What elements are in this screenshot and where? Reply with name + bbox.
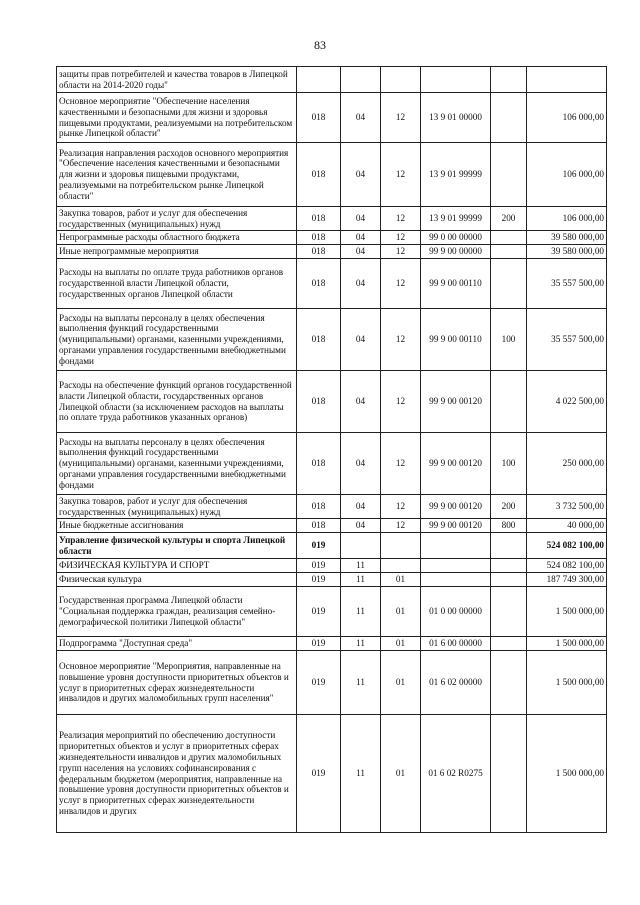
row-subsection-code: 12 [381, 495, 421, 519]
row-amount: 1 500 000,00 [527, 587, 607, 637]
row-amount: 1 500 000,00 [527, 715, 607, 833]
row-expense-type: 200 [491, 207, 527, 231]
row-name: Основное мероприятие "Обеспечение населения качественными и безопасными для жизни и здоровья пищевыми продуктами, реализуемыми на потребительском рынке Липецкой области" [57, 93, 297, 143]
row-amount: 106 000,00 [527, 143, 607, 207]
row-section-code [341, 67, 381, 93]
row-section-code: 04 [341, 93, 381, 143]
row-expense-type: 800 [491, 519, 527, 533]
row-target-article: 99 9 00 00110 [421, 309, 491, 371]
table-row [57, 651, 607, 715]
row-target-article: 01 6 00 00000 [421, 637, 491, 651]
row-name: Реализация направления расходов основного мероприятия "Обеспечение населения качественными и безопасными для жизни и здоровья пищевыми продуктами, реализуемыми на потребительском рынке Липецкой области" [57, 143, 297, 207]
row-subsection-code: 12 [381, 309, 421, 371]
row-section-code: 04 [341, 143, 381, 207]
row-amount: 524 082 100,00 [527, 533, 607, 559]
row-target-article: 99 9 00 00120 [421, 433, 491, 495]
row-subsection-code: 12 [381, 371, 421, 433]
row-expense-type [491, 231, 527, 245]
row-expense-type [491, 259, 527, 309]
row-section-code: 11 [341, 573, 381, 587]
row-name: Иные непрограммные мероприятия [57, 245, 297, 259]
row-ved-code: 018 [297, 231, 341, 245]
row-amount: 39 580 000,00 [527, 231, 607, 245]
row-section-code: 11 [341, 587, 381, 637]
row-ved-code: 018 [297, 207, 341, 231]
row-name: Непрограммные расходы областного бюджета [57, 231, 297, 245]
row-ved-code: 018 [297, 259, 341, 309]
row-subsection-code [381, 559, 421, 573]
row-section-code: 04 [341, 371, 381, 433]
row-expense-type [491, 559, 527, 573]
row-section-code: 04 [341, 231, 381, 245]
row-expense-type [491, 533, 527, 559]
row-name: Подпрограмма "Доступная среда" [57, 637, 297, 651]
row-target-article [421, 573, 491, 587]
row-subsection-code: 01 [381, 573, 421, 587]
table-row [57, 519, 607, 533]
row-target-article: 13 9 01 99999 [421, 143, 491, 207]
row-ved-code: 019 [297, 559, 341, 573]
row-subsection-code [381, 533, 421, 559]
table-row [57, 67, 607, 93]
row-expense-type: 100 [491, 433, 527, 495]
row-expense-type [491, 637, 527, 651]
table-row [57, 637, 607, 651]
row-target-article: 13 9 01 99999 [421, 207, 491, 231]
row-section-code: 11 [341, 715, 381, 833]
row-subsection-code: 01 [381, 587, 421, 637]
row-amount: 524 082 100,00 [527, 559, 607, 573]
row-amount: 106 000,00 [527, 93, 607, 143]
table-row [57, 587, 607, 637]
row-expense-type [491, 573, 527, 587]
row-amount [527, 67, 607, 93]
row-section-code: 04 [341, 245, 381, 259]
row-section-code: 11 [341, 637, 381, 651]
row-subsection-code: 12 [381, 433, 421, 495]
row-name: Закупка товаров, работ и услуг для обеспечения государственных (муниципальных) нужд [57, 495, 297, 519]
row-section-code: 04 [341, 259, 381, 309]
page-number: 83 [314, 38, 326, 52]
row-ved-code: 018 [297, 495, 341, 519]
row-name: защиты прав потребителей и качества товаров в Липецкой области на 2014-2020 годы" [57, 67, 297, 93]
row-name: Физическая культура [57, 573, 297, 587]
row-amount: 3 732 500,00 [527, 495, 607, 519]
row-expense-type: 100 [491, 309, 527, 371]
row-section-code: 11 [341, 559, 381, 573]
row-subsection-code: 12 [381, 519, 421, 533]
row-subsection-code: 01 [381, 651, 421, 715]
row-ved-code: 018 [297, 371, 341, 433]
row-ved-code [297, 67, 341, 93]
table-row [57, 533, 607, 559]
row-amount: 40 000,00 [527, 519, 607, 533]
row-section-code: 04 [341, 495, 381, 519]
row-target-article: 99 9 00 00120 [421, 371, 491, 433]
row-ved-code: 018 [297, 519, 341, 533]
table-row [57, 495, 607, 519]
row-amount: 39 580 000,00 [527, 245, 607, 259]
table-row [57, 245, 607, 259]
row-amount: 4 022 500,00 [527, 371, 607, 433]
row-target-article: 99 9 00 00120 [421, 519, 491, 533]
row-amount: 35 557 500,00 [527, 309, 607, 371]
row-ved-code: 018 [297, 143, 341, 207]
row-target-article: 99 0 00 00000 [421, 231, 491, 245]
row-target-article: 99 9 00 00120 [421, 495, 491, 519]
row-ved-code: 018 [297, 309, 341, 371]
row-expense-type [491, 143, 527, 207]
row-amount: 106 000,00 [527, 207, 607, 231]
row-subsection-code [381, 67, 421, 93]
row-section-code: 04 [341, 433, 381, 495]
row-target-article: 01 0 00 00000 [421, 587, 491, 637]
row-name: Расходы на выплаты персоналу в целях обеспечения выполнения функций государственными (муниципальными) органами, казенными учреждениями, органами управления государственными внебюджетными фондами [57, 309, 297, 371]
row-ved-code: 018 [297, 93, 341, 143]
table-row [57, 143, 607, 207]
row-target-article: 01 6 02 00000 [421, 651, 491, 715]
row-target-article: 99 9 00 00110 [421, 259, 491, 309]
row-name: Государственная программа Липецкой области "Социальная поддержка граждан, реализация семейно-демографической политики Липецкой области" [57, 587, 297, 637]
row-target-article [421, 67, 491, 93]
row-amount: 250 000,00 [527, 433, 607, 495]
row-name: Реализация мероприятий по обеспечению доступности приоритетных объектов и услуг в приоритетных сферах жизнедеятельности инвалидов и других маломобильных групп населения на условиях софинансирования с федеральным бюджетом (мероприятия, направленные на повышение уровня доступности приоритетных объектов и услуг в приоритетных сферах жизнедеятельности инвалидов и других [57, 715, 297, 833]
row-ved-code: 019 [297, 637, 341, 651]
table-row [57, 93, 607, 143]
row-target-article: 99 9 00 00000 [421, 245, 491, 259]
table-row [57, 207, 607, 231]
row-name: ФИЗИЧЕСКАЯ КУЛЬТУРА И СПОРТ [57, 559, 297, 573]
row-section-code: 04 [341, 519, 381, 533]
row-expense-type [491, 587, 527, 637]
table-row [57, 559, 607, 573]
row-subsection-code: 12 [381, 143, 421, 207]
row-name: Закупка товаров, работ и услуг для обеспечения государственных (муниципальных) нужд [57, 207, 297, 231]
table-row [57, 231, 607, 245]
row-subsection-code: 12 [381, 93, 421, 143]
row-target-article [421, 559, 491, 573]
row-amount: 35 557 500,00 [527, 259, 607, 309]
row-subsection-code: 12 [381, 231, 421, 245]
row-expense-type [491, 651, 527, 715]
row-subsection-code: 01 [381, 637, 421, 651]
table-row [57, 433, 607, 495]
row-name: Управление физической культуры и спорта Липецкой области [57, 533, 297, 559]
row-subsection-code: 12 [381, 259, 421, 309]
row-expense-type [491, 67, 527, 93]
table-row [57, 259, 607, 309]
row-subsection-code: 01 [381, 715, 421, 833]
row-ved-code: 019 [297, 651, 341, 715]
row-target-article: 13 9 01 00000 [421, 93, 491, 143]
row-name: Основное мероприятие "Мероприятия, направленные на повышение уровня доступности приоритетных объектов и услуг в приоритетных сферах жизнедеятельности инвалидов и других маломобильных групп населения" [57, 651, 297, 715]
row-expense-type [491, 371, 527, 433]
row-ved-code: 019 [297, 533, 341, 559]
row-amount: 187 749 300,00 [527, 573, 607, 587]
row-name: Расходы на выплаты по оплате труда работников органов государственной власти Липецкой области, государственных органов Липецкой области [57, 259, 297, 309]
row-section-code: 04 [341, 309, 381, 371]
table-row [57, 371, 607, 433]
table-row [57, 715, 607, 833]
row-ved-code: 018 [297, 433, 341, 495]
row-expense-type [491, 715, 527, 833]
row-section-code: 11 [341, 651, 381, 715]
row-ved-code: 019 [297, 573, 341, 587]
row-name: Расходы на выплаты персоналу в целях обеспечения выполнения функций государственными (муниципальными) органами, казенными учреждениями, органами управления государственными внебюджетными фондами [57, 433, 297, 495]
row-subsection-code: 12 [381, 245, 421, 259]
table-body [57, 67, 607, 833]
row-amount: 1 500 000,00 [527, 651, 607, 715]
row-section-code: 04 [341, 207, 381, 231]
table-row [57, 309, 607, 371]
table-row [57, 573, 607, 587]
row-amount: 1 500 000,00 [527, 637, 607, 651]
budget-table [56, 66, 607, 833]
row-subsection-code: 12 [381, 207, 421, 231]
row-name: Расходы на обеспечение функций органов государственной власти Липецкой области, государственных органов Липецкой области (за исключением расходов на выплаты по оплате труда работников указанных органов) [57, 371, 297, 433]
row-name: Иные бюджетные ассигнования [57, 519, 297, 533]
row-ved-code: 018 [297, 245, 341, 259]
row-expense-type: 200 [491, 495, 527, 519]
row-target-article [421, 533, 491, 559]
row-expense-type [491, 93, 527, 143]
row-target-article: 01 6 02 R0275 [421, 715, 491, 833]
row-ved-code: 019 [297, 715, 341, 833]
row-expense-type [491, 245, 527, 259]
row-section-code [341, 533, 381, 559]
row-ved-code: 019 [297, 587, 341, 637]
